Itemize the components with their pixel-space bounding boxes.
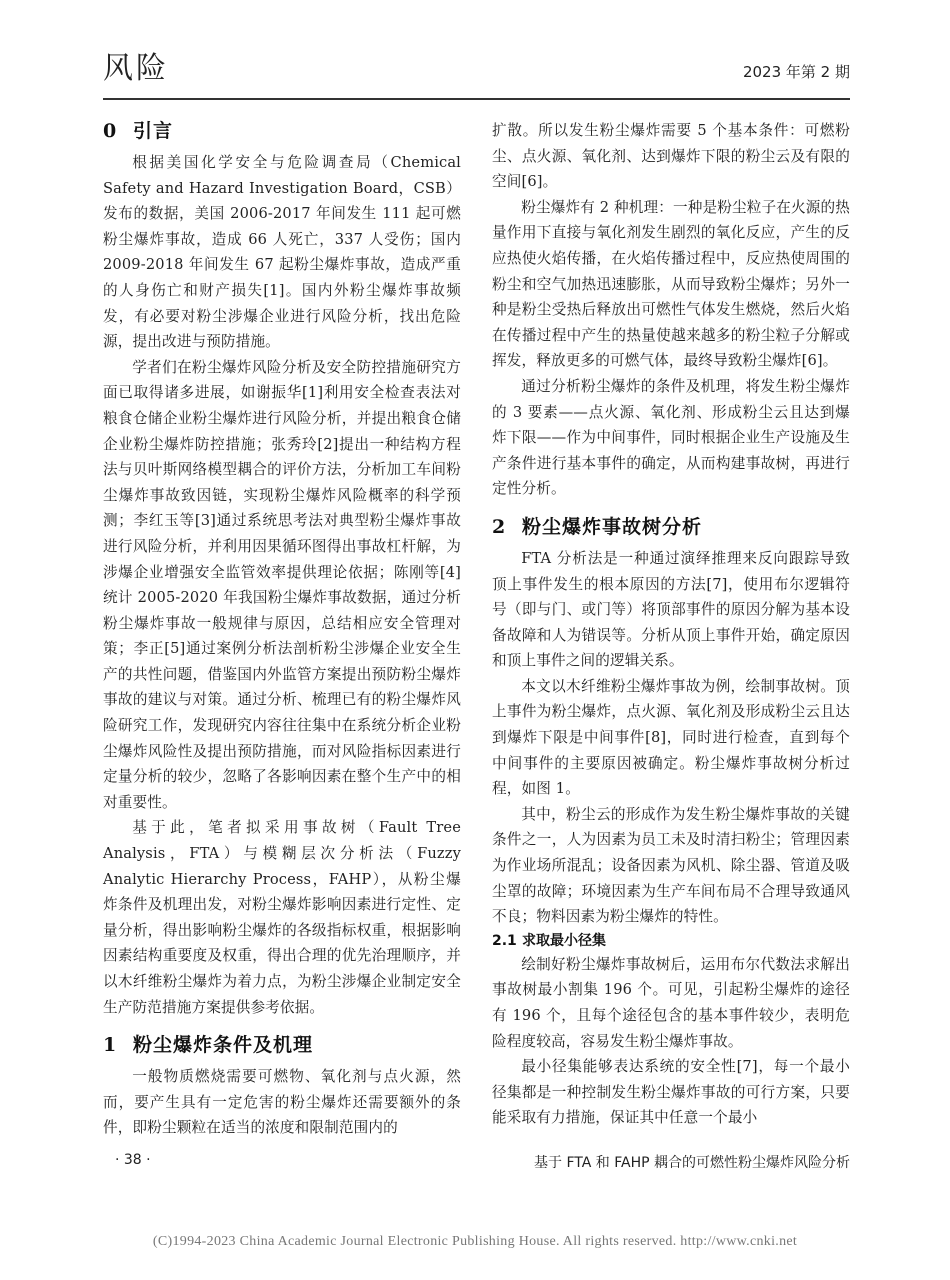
paragraph: 粉尘爆炸有 2 种机理：一种是粉尘粒子在火源的热量作用下直接与氧化剂发生剧烈的氧化反应，产生的反应热使火焰传播，在火焰传播过程中，反应热使周围的粉尘和空气加热迅速膨胀，从而导致粉尘爆炸；另外一种是粉尘受热后释放出可燃性气体发生燃烧，然后火焰在传播过程中产生的热量使越来越多的粉尘粒子分解或挥发，释放更多的可燃气体，最终导致粉尘爆炸[6]。 [492,198,850,370]
section-title-text: 粉尘爆炸条件及机理 [133,1034,314,1057]
subsection-number: 2.1 [492,932,517,949]
paragraph: FTA 分析法是一种通过演绎推理来反向跟踪导致顶上事件发生的根本原因的方法[7]，使用布尔逻辑符号（即与门、或门等）将顶部事件的原因分解为基本设备故障和人为错误等。分析从顶上事件开始，确定原因和顶上事件之间的逻辑关系。 [492,549,850,670]
page-number: · 38 · [115,1152,151,1168]
subsection-title-text: 求取最小径集 [522,932,606,949]
paragraph: 基于此，笔者拟采用事故树（Fault Tree Analysis，FTA）与模糊层次分析法（Fuzzy Analytic Hierarchy Process，FAHP），从粉尘爆炸条件及机理出发，对粉尘爆炸影响因素进行定性、定量分析，得出影响粉尘爆炸的各级指标权重，根据影响因素结构重要度及权重，得出合理的优先治理顺序，并以木纤维粉尘爆炸为着力点，为粉尘涉爆企业制定安全生产防范措施方案提供参考依据。 [103,819,461,1016]
right-column [492,118,850,1131]
section-heading-0 [103,118,461,144]
section-title-text: 引言 [133,120,174,142]
header-divider [103,98,850,100]
section-title-text: 粉尘爆炸事故树分析 [522,515,703,538]
paragraph: 绘制好粉尘爆炸事故树后，运用布尔代数法求解出事故树最小割集 196 个。可见，引起粉尘爆炸的途径有 196 个，且每个途径包含的基本事件较少，表明危险程度较高，容易发生粉尘爆炸事故。 [492,955,850,1050]
paragraph: 通过分析粉尘爆炸的条件及机理，将发生粉尘爆炸的 3 要素——点火源、氧化剂、形成粉尘云且达到爆炸下限——作为中间事件，同时根据企业生产设施及生产条件进行基本事件的确定，从而构建事故树，再进行定性分析。 [492,377,850,498]
paragraph: 学者们在粉尘爆炸风险分析及安全防控措施研究方面已取得诸多进展，如谢振华[1]利用安全检查表法对粮食仓储企业粉尘爆炸进行风险分析，并提出粮食仓储企业粉尘爆炸防控措施；张秀玲[2]提出一种结构方程法与贝叶斯网络模型耦合的评价方法，分析加工车间粉尘爆炸事故致因链，实现粉尘爆炸风险概率的科学预测；李红玉等[3]通过系统思考法对典型粉尘爆炸事故进行风险分析，并利用因果循环图得出事故杠杆解，为涉爆企业增强安全监管效率提供理论依据；陈刚等[4]统计 2005-2020 年我国粉尘爆炸事故数据，通过分析粉尘爆炸事故一般规律与原因，总结相应安全管理对策；李正[5]通过案例分析法剖析粉尘涉爆企业安全生产的共性问题，借鉴国内外监管方案提出预防粉尘爆炸事故的建议与对策。通过分析、梳理已有的粉尘爆炸风险研究工作，发现研究内容往往集中在系统分析企业粉尘爆炸风险性及提出预防措施，而对风险指标因素进行定量分析的较少，忽略了各影响因素在整个生产中的相对重要性。 [103,358,461,811]
paragraph: 其中，粉尘云的形成作为发生粉尘爆炸事故的关键条件之一，人为因素为员工未及时清扫粉尘；管理因素为作业场所混乱；设备因素为风机、除尘器、管道及吸尘罩的故障；环境因素为生产车间布局不合理导致通风不良；物料因素为粉尘爆炸的特性。 [492,805,850,926]
issue-label: 2023 年第 2 期 [742,63,850,81]
paragraph-continued: 扩散。所以发生粉尘爆炸需要 5 个基本条件：可燃粉尘、点火源、氧化剂、达到爆炸下限的粉尘云及有限的空间[6]。 [492,122,850,191]
section-number: 0 [103,120,118,142]
section-heading-2 [492,514,850,540]
subsection-heading-2-1 [492,930,850,952]
section-number: 2 [492,515,507,538]
page-footer [103,1152,850,1172]
paragraph: 最小径集能够表达系统的安全性[7]，每一个最小径集都是一种控制发生粉尘爆炸事故的可行方案，只要能采取有力措施，保证其中任意一个最小 [492,1058,850,1127]
journal-section-title: 风险 [103,51,169,86]
running-title: 基于 FTA 和 FAHP 耦合的可燃性粉尘爆炸风险分析 [534,1155,850,1171]
left-column [103,118,461,1141]
paragraph: 根据美国化学安全与危险调查局（Chemical Safety and Hazard Investigation Board，CSB）发布的数据，美国 2006-2017 年间发生 111 起可燃粉尘爆炸事故，造成 66 人死亡，337 人受伤；国内 2009-2018 年间发生 67 起粉尘爆炸事故，造成严重的人身伤亡和财产损失[1]。国内外粉尘爆炸事故频发，有必要对粉尘涉爆企业进行风险分析，找出危险源，提出改进与预防措施。 [103,154,461,351]
section-heading-1 [103,1032,461,1058]
section-number: 1 [103,1034,118,1057]
page-header [103,52,850,96]
paragraph: 本文以木纤维粉尘爆炸事故为例，绘制事故树。顶上事件为粉尘爆炸，点火源、氧化剂及形成粉尘云且达到爆炸下限是中间事件[8]，同时进行检查，直到每个中间事件的主要原因被确定。粉尘爆炸事故树分析过程，如图 1。 [492,677,850,798]
copyright-notice: (C)1994-2023 China Academic Journal Electronic Publishing House. All rights reserved. http://www.cnki.net [152,1234,798,1249]
paragraph: 一般物质燃烧需要可燃物、氧化剂与点火源，然而，要产生具有一定危害的粉尘爆炸还需要额外的条件，即粉尘颗粒在适当的浓度和限制范围内的 [103,1068,461,1137]
